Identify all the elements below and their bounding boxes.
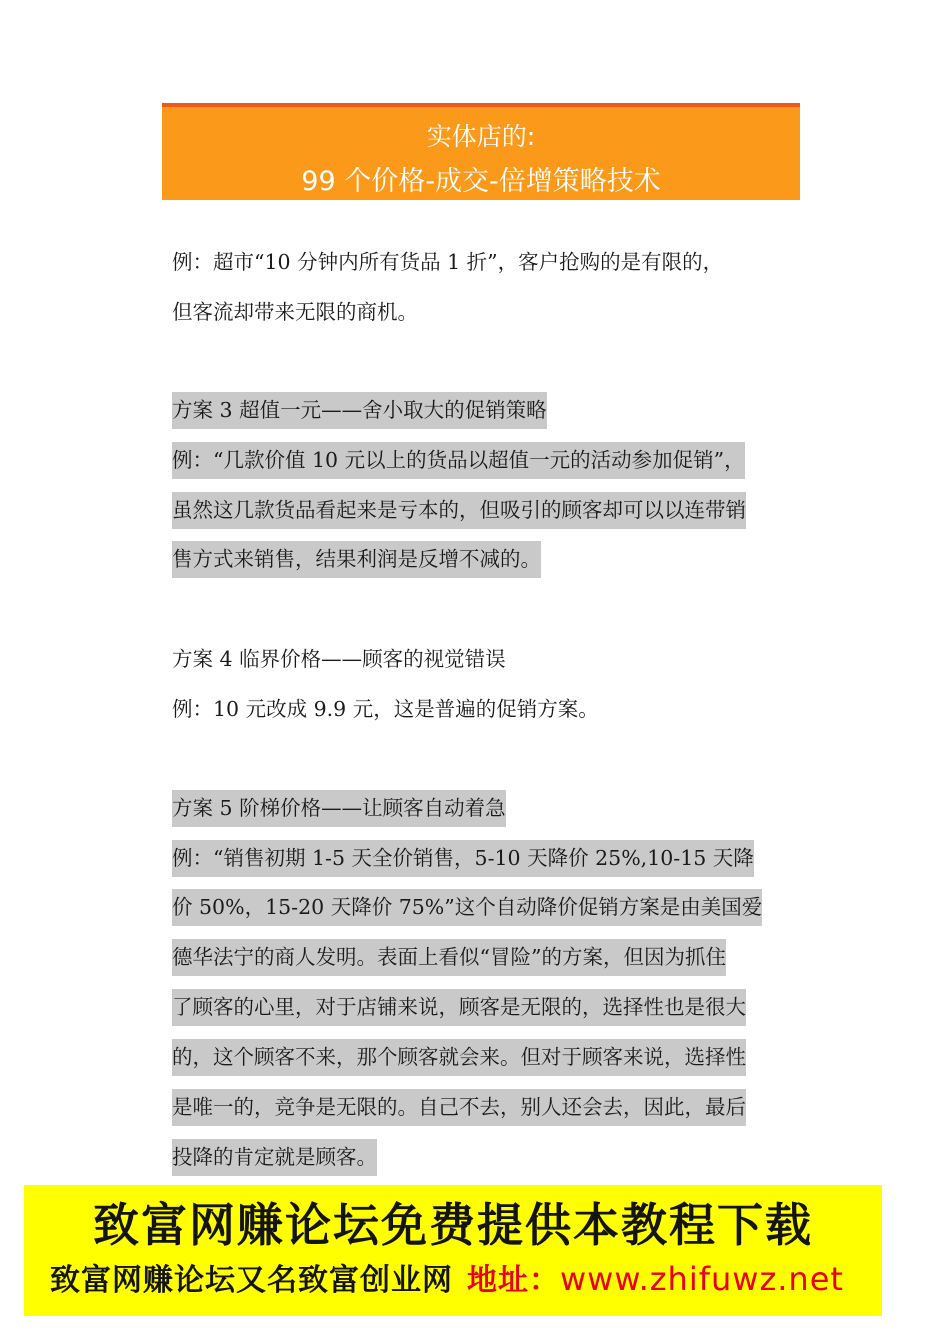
footer-site-name: 致富网赚论坛又名致富创业网 xyxy=(50,1263,453,1298)
title-banner xyxy=(162,103,800,200)
plan5-line-6: 是唯一的，竞争是无限的。自己不去，别人还会去，因此，最后 xyxy=(172,1089,746,1126)
footer-subline xyxy=(50,1255,844,1299)
footer-ad-banner xyxy=(24,1185,882,1316)
plan5-line-1: 例：“销售初期 1-5 天全价销售，5-10 天降价 25%,10-15 天降 xyxy=(172,840,754,877)
plan3-line-3: 售方式来销售，结果利润是反增不减的。 xyxy=(172,541,541,578)
plan5-line-5: 的，这个顾客不来，那个顾客就会来。但对于顾客来说，选择性 xyxy=(172,1039,746,1076)
title-line-2: 99 个价格-成交-倍增策略技术 xyxy=(301,166,661,197)
footer-url-link[interactable]: www.zhifuwz.net xyxy=(560,1260,844,1298)
plan5-title: 方案 5 阶梯价格——让顾客自动着急 xyxy=(172,790,506,827)
intro-line-2: 但客流却带来无限的商机。 xyxy=(172,300,418,324)
plan3-title: 方案 3 超值一元——舍小取大的促销策略 xyxy=(172,392,547,429)
plan4-title: 方案 4 临界价格——顾客的视觉错误 xyxy=(172,647,506,671)
plan5-line-2: 价 50%，15-20 天降价 75%”这个自动降价促销方案是由美国爱 xyxy=(172,889,762,926)
plan5-line-3: 德华法宁的商人发明。表面上看似“冒险”的方案，但因为抓住 xyxy=(172,939,726,976)
plan3-line-2: 虽然这几款货品看起来是亏本的，但吸引的顾客却可以以连带销 xyxy=(172,492,746,529)
title-line-1: 实体店的: xyxy=(426,122,536,151)
plan4-line-1: 例：10 元改成 9.9 元，这是普遍的促销方案。 xyxy=(172,697,599,721)
footer-headline: 致富网赚论坛免费提供本教程下载 xyxy=(93,1198,813,1252)
plan5-line-7: 投降的肯定就是顾客。 xyxy=(172,1139,377,1176)
plan3-line-1: 例：“几款价值 10 元以上的货品以超值一元的活动参加促销”， xyxy=(172,442,745,479)
plan5-line-4: 了顾客的心里，对于店铺来说，顾客是无限的，选择性也是很大 xyxy=(172,989,746,1026)
intro-line-1: 例：超市“10 分钟内所有货品 1 折”，客户抢购的是有限的， xyxy=(172,250,724,274)
footer-address-label: 地址： xyxy=(467,1263,560,1298)
